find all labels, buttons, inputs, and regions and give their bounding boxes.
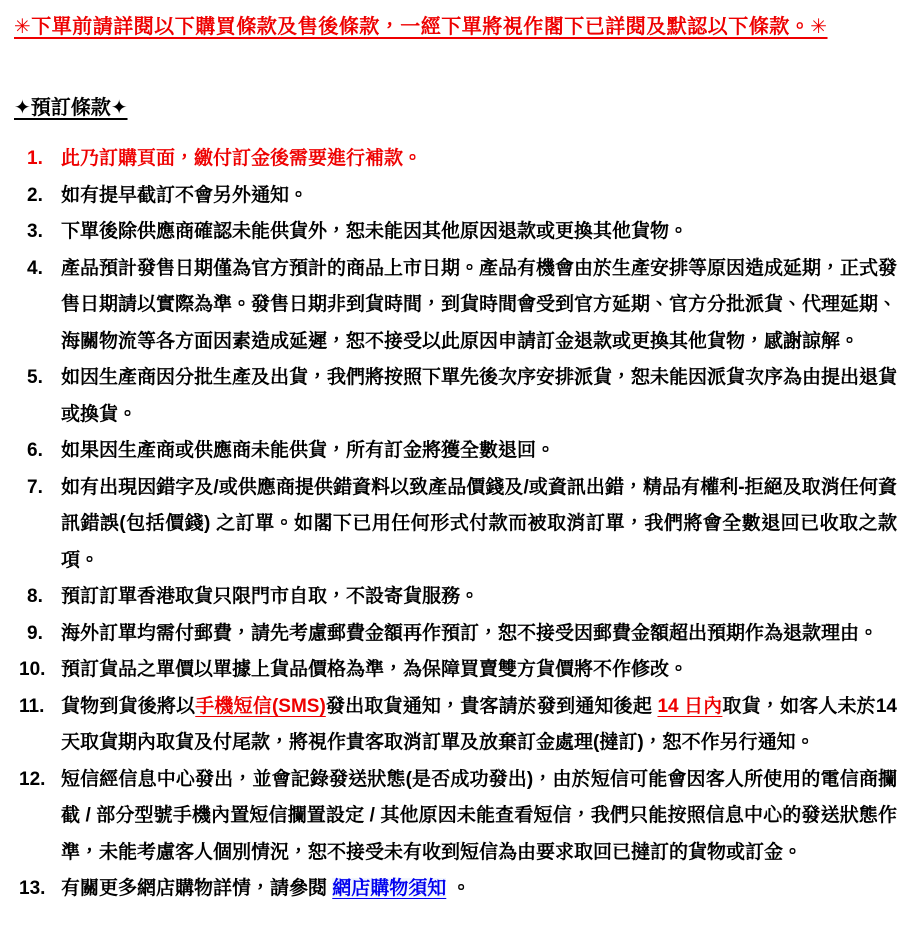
term-item [14,141,897,178]
term-number: 13. [19,878,46,899]
term-item [14,689,897,762]
term-item [14,214,897,251]
term-text-segment: 海外訂單均需付郵費，請先考慮郵費金額再作預訂，恕不接受因郵費金額超出預期作為退款理由。 [61,622,879,644]
term-text-segment: 預訂訂單香港取貨只限門市自取，不設寄貨服務。 [61,586,480,607]
red-underline-emphasis: 手機短信(SMS) [195,695,326,717]
term-number: 4. [27,257,43,279]
term-text [61,440,555,461]
term-number: 12. [19,768,46,790]
term-text [61,659,688,680]
term-text-segment: 取貨，如客人未於14 天取貨期內取貨及付尾款，將視作貴客取消訂單及放棄訂金處理(撻訂)，恕不作另行通知。 [61,695,897,753]
term-item [14,470,897,580]
term-number: 6. [27,440,43,461]
term-text-segment: 如果因生產商或供應商未能供貨，所有訂金將獲全數退回。 [61,440,556,461]
term-text-segment: 如有提早截訂不會另外通知。 [61,184,309,206]
term-item [14,652,897,689]
term-item [14,360,897,433]
term-text-segment: 貨物到貨後將以 [61,695,196,717]
term-text-segment: 預訂貨品之單價以單據上貨品價格為準，為保障買賣雙方貨價將不作修改。 [61,659,689,680]
purchase-notice-banner: ✳下單前請詳閱以下購買條款及售後條款，一經下單將視作閣下已詳閱及默認以下條款。✳ [14,16,828,38]
term-item [14,433,897,470]
section-title-row [14,68,897,121]
term-text-segment: 如因生產商因分批生產及出貨，我們將按照下單先後次序安排派貨，恕未能因派貨次序為由提出退貨或換貨。 [61,367,898,425]
term-text-segment: 有關更多網店購物詳情，請參閱 [61,878,333,899]
term-item [14,871,897,908]
term-text [61,148,422,169]
term-text-segment: 此乃訂購頁面，繳付訂金後需要進行補款。 [61,148,423,169]
red-underline-emphasis: 14 日內 [657,695,723,717]
term-text-segment: 短信經信息中心發出，並會記錄發送狀態(是否成功發出)，由於短信可能會因客人所使用的電信商攔截 / 部分型號手機內置短信攔置設定 / 其他原因未能查看短信，我們只能按照信息中心的發送狀態作準，未能考慮客人個別情況，恕不接受未有收到短信為由要求取回已撻訂的貨物或訂金。 [61,768,897,863]
term-number: 3. [27,221,43,242]
term-text [61,696,897,754]
term-item [14,178,897,215]
term-text [61,769,897,863]
term-item [14,762,897,872]
term-item [14,579,897,616]
term-text-segment: 下單後除供應商確認未能供貨外，恕未能因其他原因退款或更換其他貨物。 [61,221,689,242]
term-number: 8. [27,586,43,607]
term-text-segment: 發出取貨通知，貴客請於發到通知後起 [325,695,658,717]
term-item [14,616,897,653]
term-number: 9. [27,622,43,644]
term-text [61,185,308,206]
term-text [61,258,897,352]
section-title-preorder-terms: ✦預訂條款✦ [14,97,128,119]
term-text [61,586,479,607]
store-shopping-notice-link[interactable]: 網店購物須知 [332,878,447,899]
term-text [61,221,688,242]
preorder-terms-list [14,141,897,908]
term-text [61,623,878,644]
term-number: 5. [27,367,43,388]
term-item [14,251,897,361]
term-text [61,878,471,899]
term-text [61,477,897,571]
term-number: 10. [19,659,46,680]
term-text-segment: 產品預計發售日期僅為官方預計的商品上市日期。產品有機會由於生產安排等原因造成延期，正式發售日期請以實際為準。發售日期非到貨時間，到貨時間會受到官方延期、官方分批派貨、代理延期、海關物流等各方面因素造成延遲，恕不接受以此原因申請訂金退款或更換其他貨物，感謝諒解。 [61,257,898,352]
term-number: 7. [27,476,43,498]
term-text-segment: 如有出現因錯字及/或供應商提供錯資料以致產品價錢及/或資訊出錯，精品有權利-拒絕及取消任何資訊錯誤(包括價錢) 之訂單。如閣下已用任何形式付款而被取消訂單，我們將會全數退回已收取之款項。 [61,476,897,571]
term-number: 11. [19,695,45,717]
term-text-segment: 。 [446,878,471,899]
term-number: 1. [27,148,43,169]
term-text [61,367,897,425]
term-number: 2. [27,184,43,206]
